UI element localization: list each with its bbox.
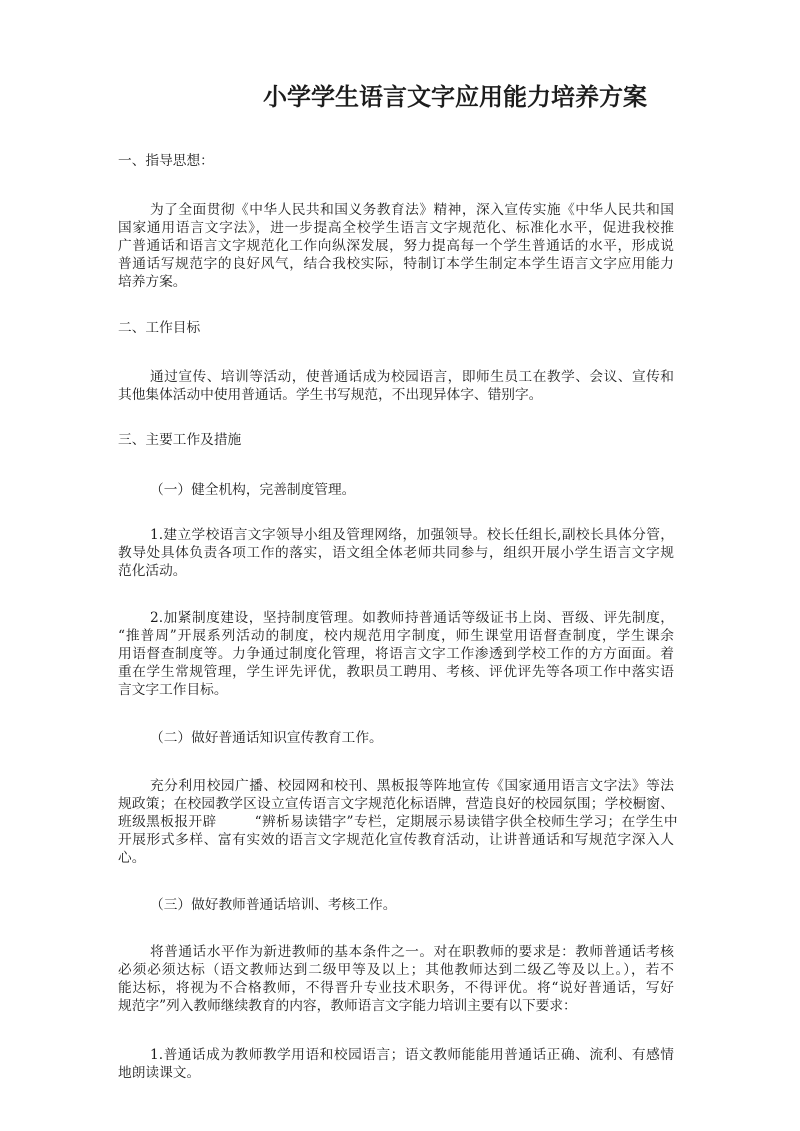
list-item-2: [118, 609, 674, 699]
paragraph-line: 普通话写规范字的良好风气，结合我校实际，特制订本学生制定本学生语言文字应用能力: [118, 256, 674, 272]
paragraph-line: 用语督查制度等。力争通过制度化管理，将语言文字工作渗透到学校工作的方方面面。着: [118, 646, 674, 662]
paragraph-line: 地朗读课文。: [118, 1065, 201, 1081]
subsection-heading: （一）健全机构，完善制度管理。: [150, 482, 356, 498]
paragraph-line: 范化活动。: [118, 563, 187, 579]
section-heading: 一、指导思想：: [118, 153, 214, 169]
paragraph-line: 言文字工作目标。: [118, 682, 228, 698]
paragraph-line: 培养方案。: [118, 274, 187, 290]
list-item-teacher-1: [118, 1046, 674, 1082]
subsection-heading: （三）做好教师普通话培训、考核工作。: [150, 897, 397, 913]
paragraph-line: 规政策；在校园教学区设立宣传语言文字规范化标语牌，营造良好的校园氛围；学校橱窗、: [118, 796, 674, 812]
paragraph-line: 1.建立学校语言文字领导小组及管理网络，加强领导。校长任组长,副校长具体分管，: [150, 527, 674, 543]
subsection-heading: （二）做好普通话知识宣传教育工作。: [150, 730, 383, 746]
paragraph-line: 规范字”列入教师继续教育的内容，教师语言文字能力培训主要有以下要求：: [118, 998, 577, 1014]
paragraph-line: 班级黑板报开辟 “辨析易读错字”专栏，定期展示易读错字供全校师生学习；在学生中: [118, 814, 678, 830]
paragraph-line: 国家通用语言文字法》，进一步提高全校学生语言文字规范化、标准化水平，促进我校推: [118, 220, 674, 236]
paragraph-line: 将普通话水平作为新进教师的基本条件之一。对在职教师的要求是：教师普通话考核: [150, 944, 674, 960]
section-heading-main-measures: [118, 431, 674, 449]
paragraph-line: 1.普通话成为教师教学用语和校园语言；语文教师能能用普通话正确、流利、有感情: [150, 1047, 674, 1063]
paragraph-work-goals: [118, 368, 674, 404]
section-heading-work-goals: [118, 319, 674, 337]
list-item-1: [118, 526, 674, 580]
paragraph-line: 通过宣传、培训等活动，使普通话成为校园语言，即师生员工在教学、会议、宣传和: [150, 369, 674, 385]
section-heading: 三、主要工作及措施: [118, 432, 242, 448]
paragraph-line: 开展形式多样、富有实效的语言文字规范化宣传教育活动，让讲普通话和写规范字深入人: [118, 832, 674, 848]
paragraph-line: 必须必须达标（语文教师达到二级甲等及以上；其他教师达到二级乙等及以上。），若不: [118, 962, 674, 978]
subsection-heading-teacher-training: [118, 896, 674, 914]
section-heading: 二、工作目标: [118, 320, 201, 336]
paragraph-line: 能达标，将视为不合格教师，不得晋升专业技术职务，不得评优。将“说好普通话，写好: [118, 980, 674, 996]
paragraph-line: “推普周”开展系列活动的制度，校内规范用字制度，师生课堂用语督查制度，学生课余: [118, 628, 674, 644]
subsection-heading-publicity: [118, 729, 674, 747]
paragraph-line: 广普通话和语言文字规范化工作向纵深发展，努力提高每一个学生普通话的水平，形成说: [118, 238, 674, 254]
paragraph-line: 教导处具体负责各项工作的落实，语文组全体老师共同参与，组织开展小学生语言文字规: [118, 545, 674, 561]
document-title: 小学学生语言文字应用能力培养方案: [263, 82, 647, 111]
paragraph-line: 重在学生常规管理，学生评先评优，教职员工聘用、考核、评优评先等各项工作中落实语: [118, 664, 674, 680]
paragraph-teacher-training: [118, 943, 674, 1015]
subsection-heading-institutions: [118, 481, 674, 499]
paragraph-guiding-ideology: [118, 201, 674, 291]
paragraph-publicity: [118, 777, 678, 867]
section-heading-guiding-ideology: [118, 152, 674, 170]
paragraph-line: 充分利用校园广播、校园网和校刊、黑板报等阵地宣传《国家通用语言文字法》等法: [150, 778, 674, 794]
paragraph-line: 心。: [118, 850, 146, 866]
paragraph-line: 2.加紧制度建设，坚持制度管理。如教师持普通话等级证书上岗、晋级、评先制度，: [150, 610, 674, 626]
paragraph-line: 为了全面贯彻《中华人民共和国义务教育法》精神，深入宣传实施《中华人民共和国: [150, 202, 674, 218]
paragraph-line: 其他集体活动中使用普通话。学生书写规范，不出现异体字、错别字。: [118, 387, 543, 403]
